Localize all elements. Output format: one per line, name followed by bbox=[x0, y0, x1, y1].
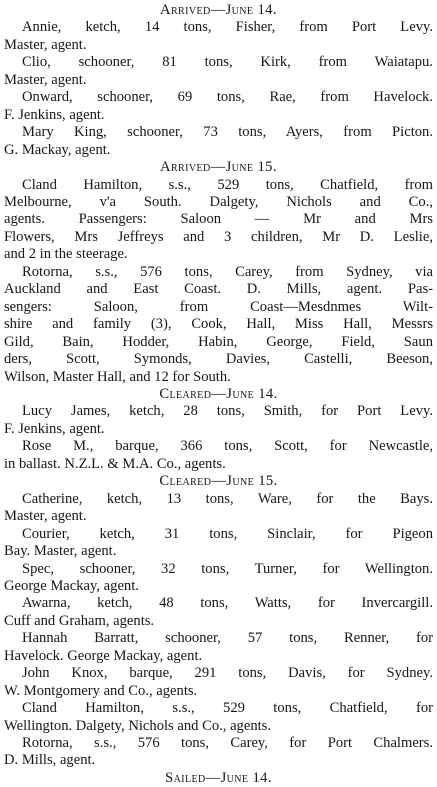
section-heading: Arrived—June 14. bbox=[160, 2, 277, 18]
section-heading: Cleared—June 14. bbox=[159, 385, 278, 402]
section-heading: Arrived—June 15. bbox=[160, 159, 277, 176]
entry-continuation-line: F. Jenkins, agent. bbox=[4, 106, 105, 123]
entry-continuation-line: Auckland and East Coast. D. Mills, agent. Pas- bbox=[4, 281, 433, 298]
entry-continuation-line: and 2 in the steerage. bbox=[4, 246, 128, 263]
entry-continuation-line: ders, Scott, Symonds, Davies, Castelli, Beeson, bbox=[4, 351, 433, 368]
entry-first-line: Cland Hamilton, s.s., 529 tons, Chatfield, for bbox=[22, 700, 433, 717]
entry-first-line: Spec, schooner, 32 tons, Turner, for Wellington. bbox=[22, 560, 433, 577]
entry-continuation-line: G. Mackay, agent. bbox=[4, 141, 111, 158]
entry-continuation-line: Melbourne, v'a South. Dalgety, Nichols and Co., bbox=[4, 193, 433, 210]
entry-first-line: Hannah Barratt, schooner, 57 tons, Renner, for bbox=[22, 630, 433, 647]
entry-first-line: Courier, ketch, 31 tons, Sinclair, for Pigeon bbox=[22, 525, 433, 542]
entry-continuation-line: Master, agent. bbox=[4, 508, 87, 525]
entry-first-line: Rotorna, s.s., 576 tons, Carey, from Sydney, via bbox=[22, 263, 433, 280]
entry-continuation-line: in ballast. N.Z.L. & M.A. Co., agents. bbox=[4, 455, 226, 472]
entry-continuation-line: Havelock. George Mackay, agent. bbox=[4, 647, 203, 664]
entry-continuation-line: Cuff and Graham, agents. bbox=[4, 612, 155, 629]
entry-continuation-line: Bay. Master, agent. bbox=[4, 543, 117, 560]
entry-first-line: Catherine, ketch, 13 tons, Ware, for the Bays. bbox=[22, 490, 433, 507]
entry-continuation-line: shire and family (3), Cook, Hall, Miss Hall, Messrs bbox=[4, 316, 433, 333]
entry-first-line: Rotorna, s.s., 576 tons, Carey, for Port Chalmers. bbox=[22, 735, 433, 752]
section-heading: Sailed—June 14. bbox=[165, 769, 272, 786]
entry-continuation-line: George Mackay, agent. bbox=[4, 577, 139, 594]
entry-first-line: John Knox, barque, 291 tons, Davis, for Sydney. bbox=[22, 665, 433, 682]
entry-continuation-line: D. Mills, agent. bbox=[4, 752, 96, 769]
entry-continuation-line: Master, agent. bbox=[4, 36, 87, 53]
entry-first-line: Cland Hamilton, s.s., 529 tons, Chatfield, from bbox=[22, 176, 433, 193]
entry-first-line: Rose M., barque, 366 tons, Scott, for Newcastle, bbox=[22, 438, 433, 455]
entry-first-line: Awarna, ketch, 48 tons, Watts, for Invercargill. bbox=[22, 595, 433, 612]
entry-first-line: Mary King, schooner, 73 tons, Ayers, from Picton. bbox=[22, 124, 433, 141]
entry-continuation-line: sengers: Saloon, from Coast—Mesdnmes Wilt- bbox=[4, 298, 433, 315]
entry-continuation-line: Gild, Bain, Hodder, Habin, George, Field, Saun bbox=[4, 333, 433, 350]
entry-first-line: Onward, schooner, 69 tons, Rae, from Havelock. bbox=[22, 89, 433, 106]
entry-continuation-line: Master, agent. bbox=[4, 71, 87, 88]
entry-continuation-line: F. Jenkins, agent. bbox=[4, 420, 105, 437]
entry-first-line: Annie, ketch, 14 tons, Fisher, from Port Levy. bbox=[22, 19, 433, 36]
entry-continuation-line: Wilson, Master Hall, and 12 for South. bbox=[4, 368, 231, 385]
entry-first-line: Clio, schooner, 81 tons, Kirk, from Waiatapu. bbox=[22, 54, 433, 71]
entry-first-line: Lucy James, ketch, 28 tons, Smith, for Port Levy. bbox=[22, 403, 433, 420]
entry-continuation-line: W. Montgomery and Co., agents. bbox=[4, 682, 198, 699]
entry-continuation-line: Flowers, Mrs Jeffreys and 3 children, Mr D. Leslie, bbox=[4, 228, 433, 245]
section-heading: Cleared—June 15. bbox=[159, 473, 278, 490]
entry-continuation-line: Wellington. Dalgety, Nichols and Co., agents. bbox=[4, 717, 272, 734]
entry-continuation-line: agents. Passengers: Saloon — Mr and Mrs bbox=[4, 211, 433, 228]
